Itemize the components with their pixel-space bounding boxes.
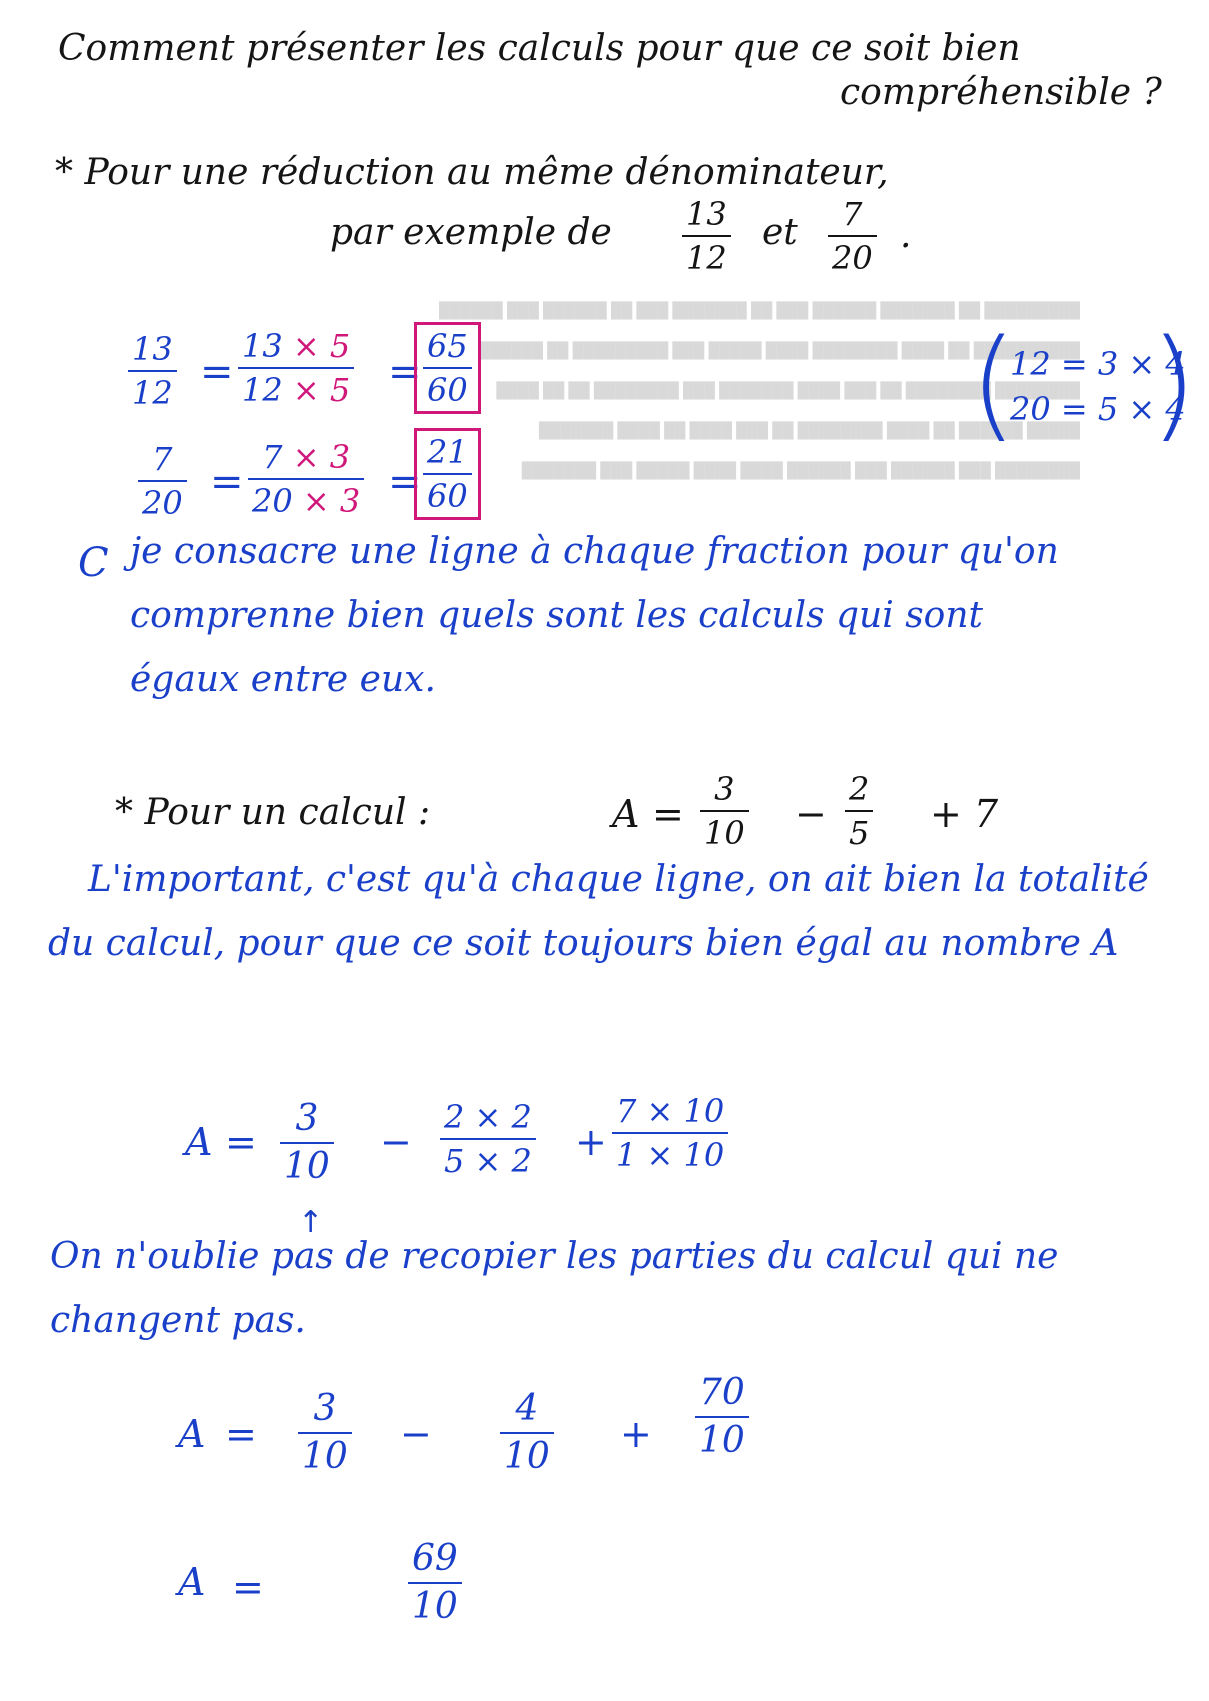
step3-fraction-1 — [408, 1538, 462, 1628]
row1-mid-den: 12 — [242, 371, 283, 409]
example-fraction-a — [682, 195, 731, 277]
fraction-denominator: 10 — [412, 1586, 458, 1627]
side-note-line2: 20 = 5 × 4 — [1010, 390, 1186, 428]
fraction-numerator: 21 — [427, 433, 468, 471]
fraction-denominator: 1 × 10 — [616, 1136, 725, 1174]
fraction-numerator: 69 — [412, 1538, 458, 1579]
expr-equals: = — [652, 792, 684, 836]
row2-mid-fraction — [248, 438, 364, 520]
step2-minus: − — [400, 1412, 432, 1456]
fraction-denominator: 10 — [699, 1420, 745, 1461]
fraction-denominator: 5 — [849, 814, 870, 852]
fraction-numerator: 13 — [132, 330, 173, 368]
step3-equals: = — [232, 1565, 264, 1609]
row2-lhs-fraction — [138, 440, 187, 522]
fraction-numerator: 7 — [152, 440, 173, 478]
step1-A: A — [185, 1120, 213, 1164]
row1-mid-num: 13 — [242, 327, 283, 365]
section2-heading: * Pour un calcul : — [115, 792, 431, 833]
fraction-denominator: 10 — [284, 1146, 330, 1187]
fraction-numerator: 4 — [515, 1388, 539, 1429]
side-note-open-paren: ( — [970, 315, 1017, 454]
fraction-denominator: 10 — [504, 1436, 550, 1477]
row1-mid-den-factor: × 5 — [292, 371, 351, 409]
fraction-numerator: 3 — [295, 1098, 319, 1139]
row2-mid-num: 7 — [262, 438, 283, 476]
fraction-denominator: 12 — [686, 239, 727, 277]
row2-equals-1: = — [210, 459, 244, 505]
step2-fraction-2 — [500, 1388, 554, 1478]
side-note-line1: 12 = 3 × 4 — [1010, 345, 1186, 383]
step2-fraction-3 — [695, 1372, 749, 1462]
bleed-through-text: █████████ ██ ███████ ██████ ███ ██ ███████ ███ ██ ██████ ███ ██████ ██████████ ██ ████ ████████ ████ █████ ███ █████████ ██ ██████ ████████ ████████ ██ ███ ████ ███████ ███ ████████ ██ ██ ████ █████ ██████ ██ ████ ████████ ██ ███ ████ ██ ████ ███████ ████████ ███ ██████ ███ ██████ ████ ████ █████ ███ ███████ — [439, 302, 1080, 479]
comment-bracket: C — [78, 540, 109, 586]
row2-mid-den-factor: × 3 — [302, 482, 361, 520]
fraction-numerator: 70 — [699, 1372, 745, 1413]
step1-equals: = — [225, 1120, 257, 1164]
row1-mid-num-factor: × 5 — [292, 327, 351, 365]
row2-equals-2: = — [388, 459, 422, 505]
section2-comment: L'important, c'est qu'à chaque ligne, on ait bien la totalité du calcul, pour que ce soit toujours bien égal au nombre A — [48, 859, 1149, 964]
step1-plus: + — [575, 1120, 607, 1164]
fraction-numerator: 2 × 2 — [444, 1098, 532, 1136]
fraction-numerator: 13 — [686, 195, 727, 233]
step1-fraction-1 — [280, 1098, 334, 1188]
fraction-denominator: 60 — [427, 477, 468, 515]
expr-A: A — [612, 792, 640, 836]
row2-result-fraction — [414, 428, 481, 520]
step1-fraction-2 — [440, 1098, 536, 1180]
row1-equals-1: = — [200, 349, 234, 395]
step3-A: A — [178, 1560, 206, 1604]
side-note-close-paren: ) — [1150, 315, 1197, 454]
fraction-numerator: 7 — [842, 195, 863, 233]
fraction-denominator: 60 — [427, 371, 468, 409]
fraction-numerator: 7 × 10 — [616, 1092, 725, 1130]
row2-mid-num-factor: × 3 — [292, 438, 351, 476]
row1-lhs-fraction — [128, 330, 177, 412]
expr-fraction-1 — [700, 770, 749, 852]
fraction-numerator: 2 — [849, 770, 870, 808]
fraction-denominator: 10 — [704, 814, 745, 852]
expr-fraction-2 — [845, 770, 873, 852]
page-title-line2: compréhensible ? — [840, 72, 1162, 113]
fraction-numerator: 3 — [714, 770, 735, 808]
step1-fraction-3 — [612, 1092, 728, 1174]
fraction-numerator: 3 — [313, 1388, 337, 1429]
fraction-numerator: 65 — [427, 327, 468, 365]
section1-heading: * Pour une réduction au même dénominateur, — [55, 152, 889, 193]
example-fraction-b — [828, 195, 877, 277]
step2-A: A — [178, 1412, 206, 1456]
step2-plus: + — [620, 1412, 652, 1456]
fraction-denominator: 10 — [302, 1436, 348, 1477]
section1-example-prefix: par exemple de — [330, 212, 612, 253]
fraction-denominator: 20 — [832, 239, 873, 277]
row1-mid-fraction — [238, 327, 354, 409]
section2-comment2: On n'oublie pas de recopier les parties du calcul qui ne changent pas. — [50, 1236, 1059, 1341]
step2-equals: = — [225, 1412, 257, 1456]
step2-fraction-1 — [298, 1388, 352, 1478]
page-title-line1: Comment présenter les calculs pour que ce soit bien — [58, 28, 1021, 69]
expr-plus-seven: + 7 — [930, 792, 999, 836]
section1-comment: je consacre une ligne à chaque fraction pour qu'on comprenne bien quels sont les calculs qui sont égaux entre eux. — [130, 531, 1059, 700]
example-and: et — [762, 212, 798, 253]
row1-equals-2: = — [388, 349, 422, 395]
expr-minus: − — [795, 792, 827, 836]
fraction-denominator: 20 — [142, 484, 183, 522]
step1-minus: − — [380, 1120, 412, 1164]
arrow-up-icon: ↑ — [298, 1205, 324, 1240]
fraction-denominator: 12 — [132, 374, 173, 412]
row2-mid-den: 20 — [252, 482, 293, 520]
example-end: . — [900, 215, 912, 256]
row1-result-fraction — [414, 322, 481, 414]
fraction-denominator: 5 × 2 — [444, 1142, 532, 1180]
